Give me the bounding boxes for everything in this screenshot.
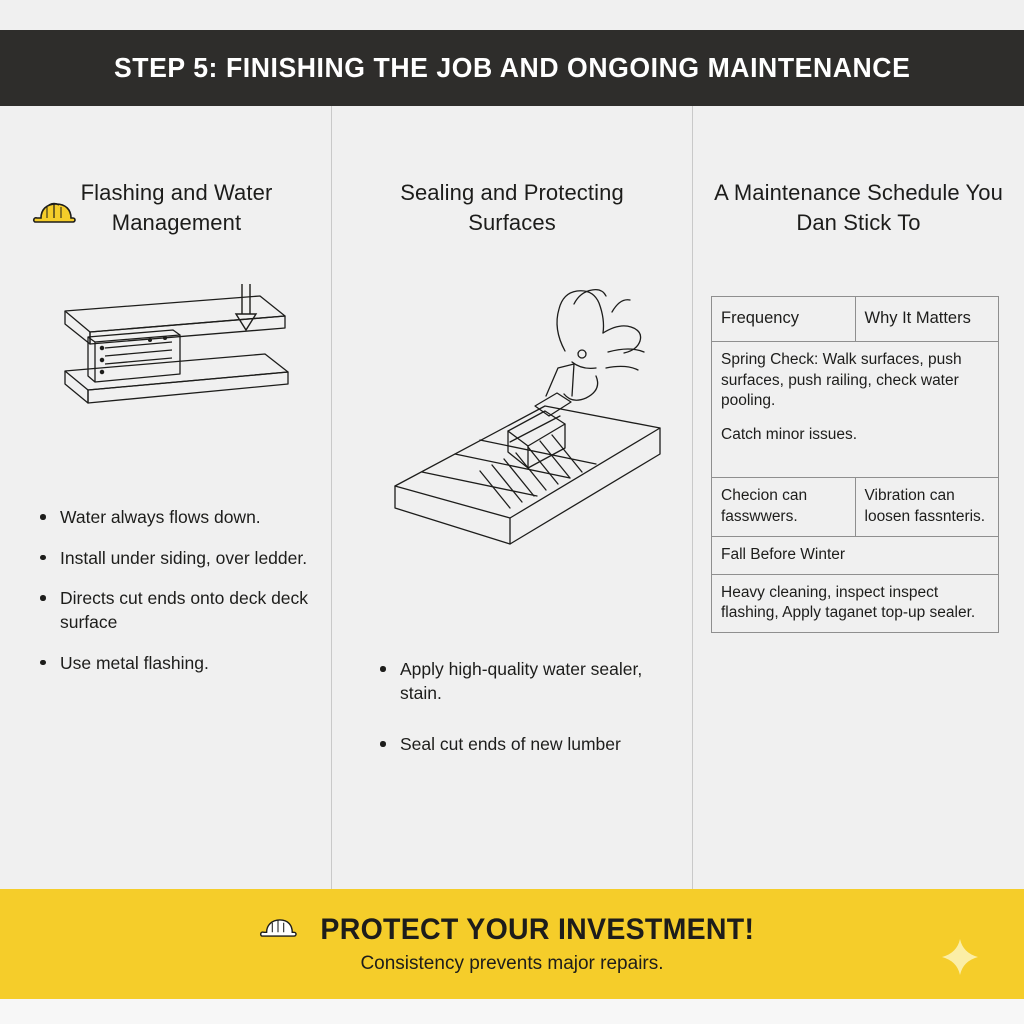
- column-sealing: [331, 106, 693, 889]
- footer-banner: [0, 889, 1024, 999]
- column-1-bullets: [34, 506, 309, 692]
- header-banner: [0, 30, 1024, 106]
- list-item: Seal cut ends of new lumber: [374, 733, 674, 757]
- list-item: Use metal flashing.: [34, 652, 309, 676]
- column-2-bullets: [374, 658, 674, 785]
- column-2-title: Sealing and Protecting Surfaces: [400, 180, 624, 235]
- list-item: Install under siding, over ledder.: [34, 547, 309, 571]
- maintenance-schedule-table: [711, 296, 999, 633]
- spring-check-note: Catch minor issues.: [721, 425, 858, 443]
- table-row: [712, 574, 999, 632]
- footer-subtitle: Consistency prevents major repairs.: [360, 953, 664, 974]
- table-row: [712, 478, 999, 536]
- footer-title: PROTECT YOUR INVESTMENT!: [320, 913, 754, 946]
- hard-hat-icon: [32, 198, 76, 228]
- bottom-margin-strip: [0, 999, 1024, 1024]
- table-row: [712, 536, 999, 574]
- page-title: STEP 5: FINISHING THE JOB AND ONGOING MAINTENANCE: [113, 52, 911, 83]
- top-margin-strip: [0, 0, 1024, 30]
- hand-brushing-sealer-illustration: [360, 256, 670, 591]
- table-header-frequency: Frequency: [712, 297, 856, 342]
- hard-hat-icon: [259, 915, 297, 946]
- table-cell-spring-check: [712, 342, 999, 478]
- column-maintenance: [693, 106, 1024, 889]
- column-3-title: A Maintenance Schedule You Dan Stick To: [714, 180, 1003, 235]
- list-item: Water always flows down.: [34, 506, 309, 530]
- content-columns: [0, 106, 1024, 889]
- list-item: Apply high-quality water sealer, stain.: [374, 658, 674, 705]
- table-cell-frequency: Checion can fasswwers.: [712, 478, 856, 536]
- ledger-flashing-diagram: [60, 276, 290, 461]
- spring-check-detail: Spring Check: Walk surfaces, push surfaces, push railing, check water pooling.: [721, 351, 962, 409]
- table-cell-fall-before-winter: Fall Before Winter: [712, 536, 999, 574]
- table-row: [712, 342, 999, 478]
- column-1-title: Flashing and Water Management: [80, 180, 273, 235]
- table-header-row: [712, 297, 999, 342]
- table-cell-fall-tasks: Heavy cleaning, inspect inspect flashing, Apply taganet top-up sealer.: [712, 574, 999, 632]
- table-header-why: Why It Matters: [855, 297, 999, 342]
- list-item: Directs cut ends onto deck deck surface: [34, 587, 309, 634]
- footer-main-row: [259, 913, 766, 947]
- sparkle-icon: [940, 937, 980, 977]
- column-flashing: [0, 106, 331, 889]
- table-cell-why: Vibration can loosen fassnteris.: [855, 478, 999, 536]
